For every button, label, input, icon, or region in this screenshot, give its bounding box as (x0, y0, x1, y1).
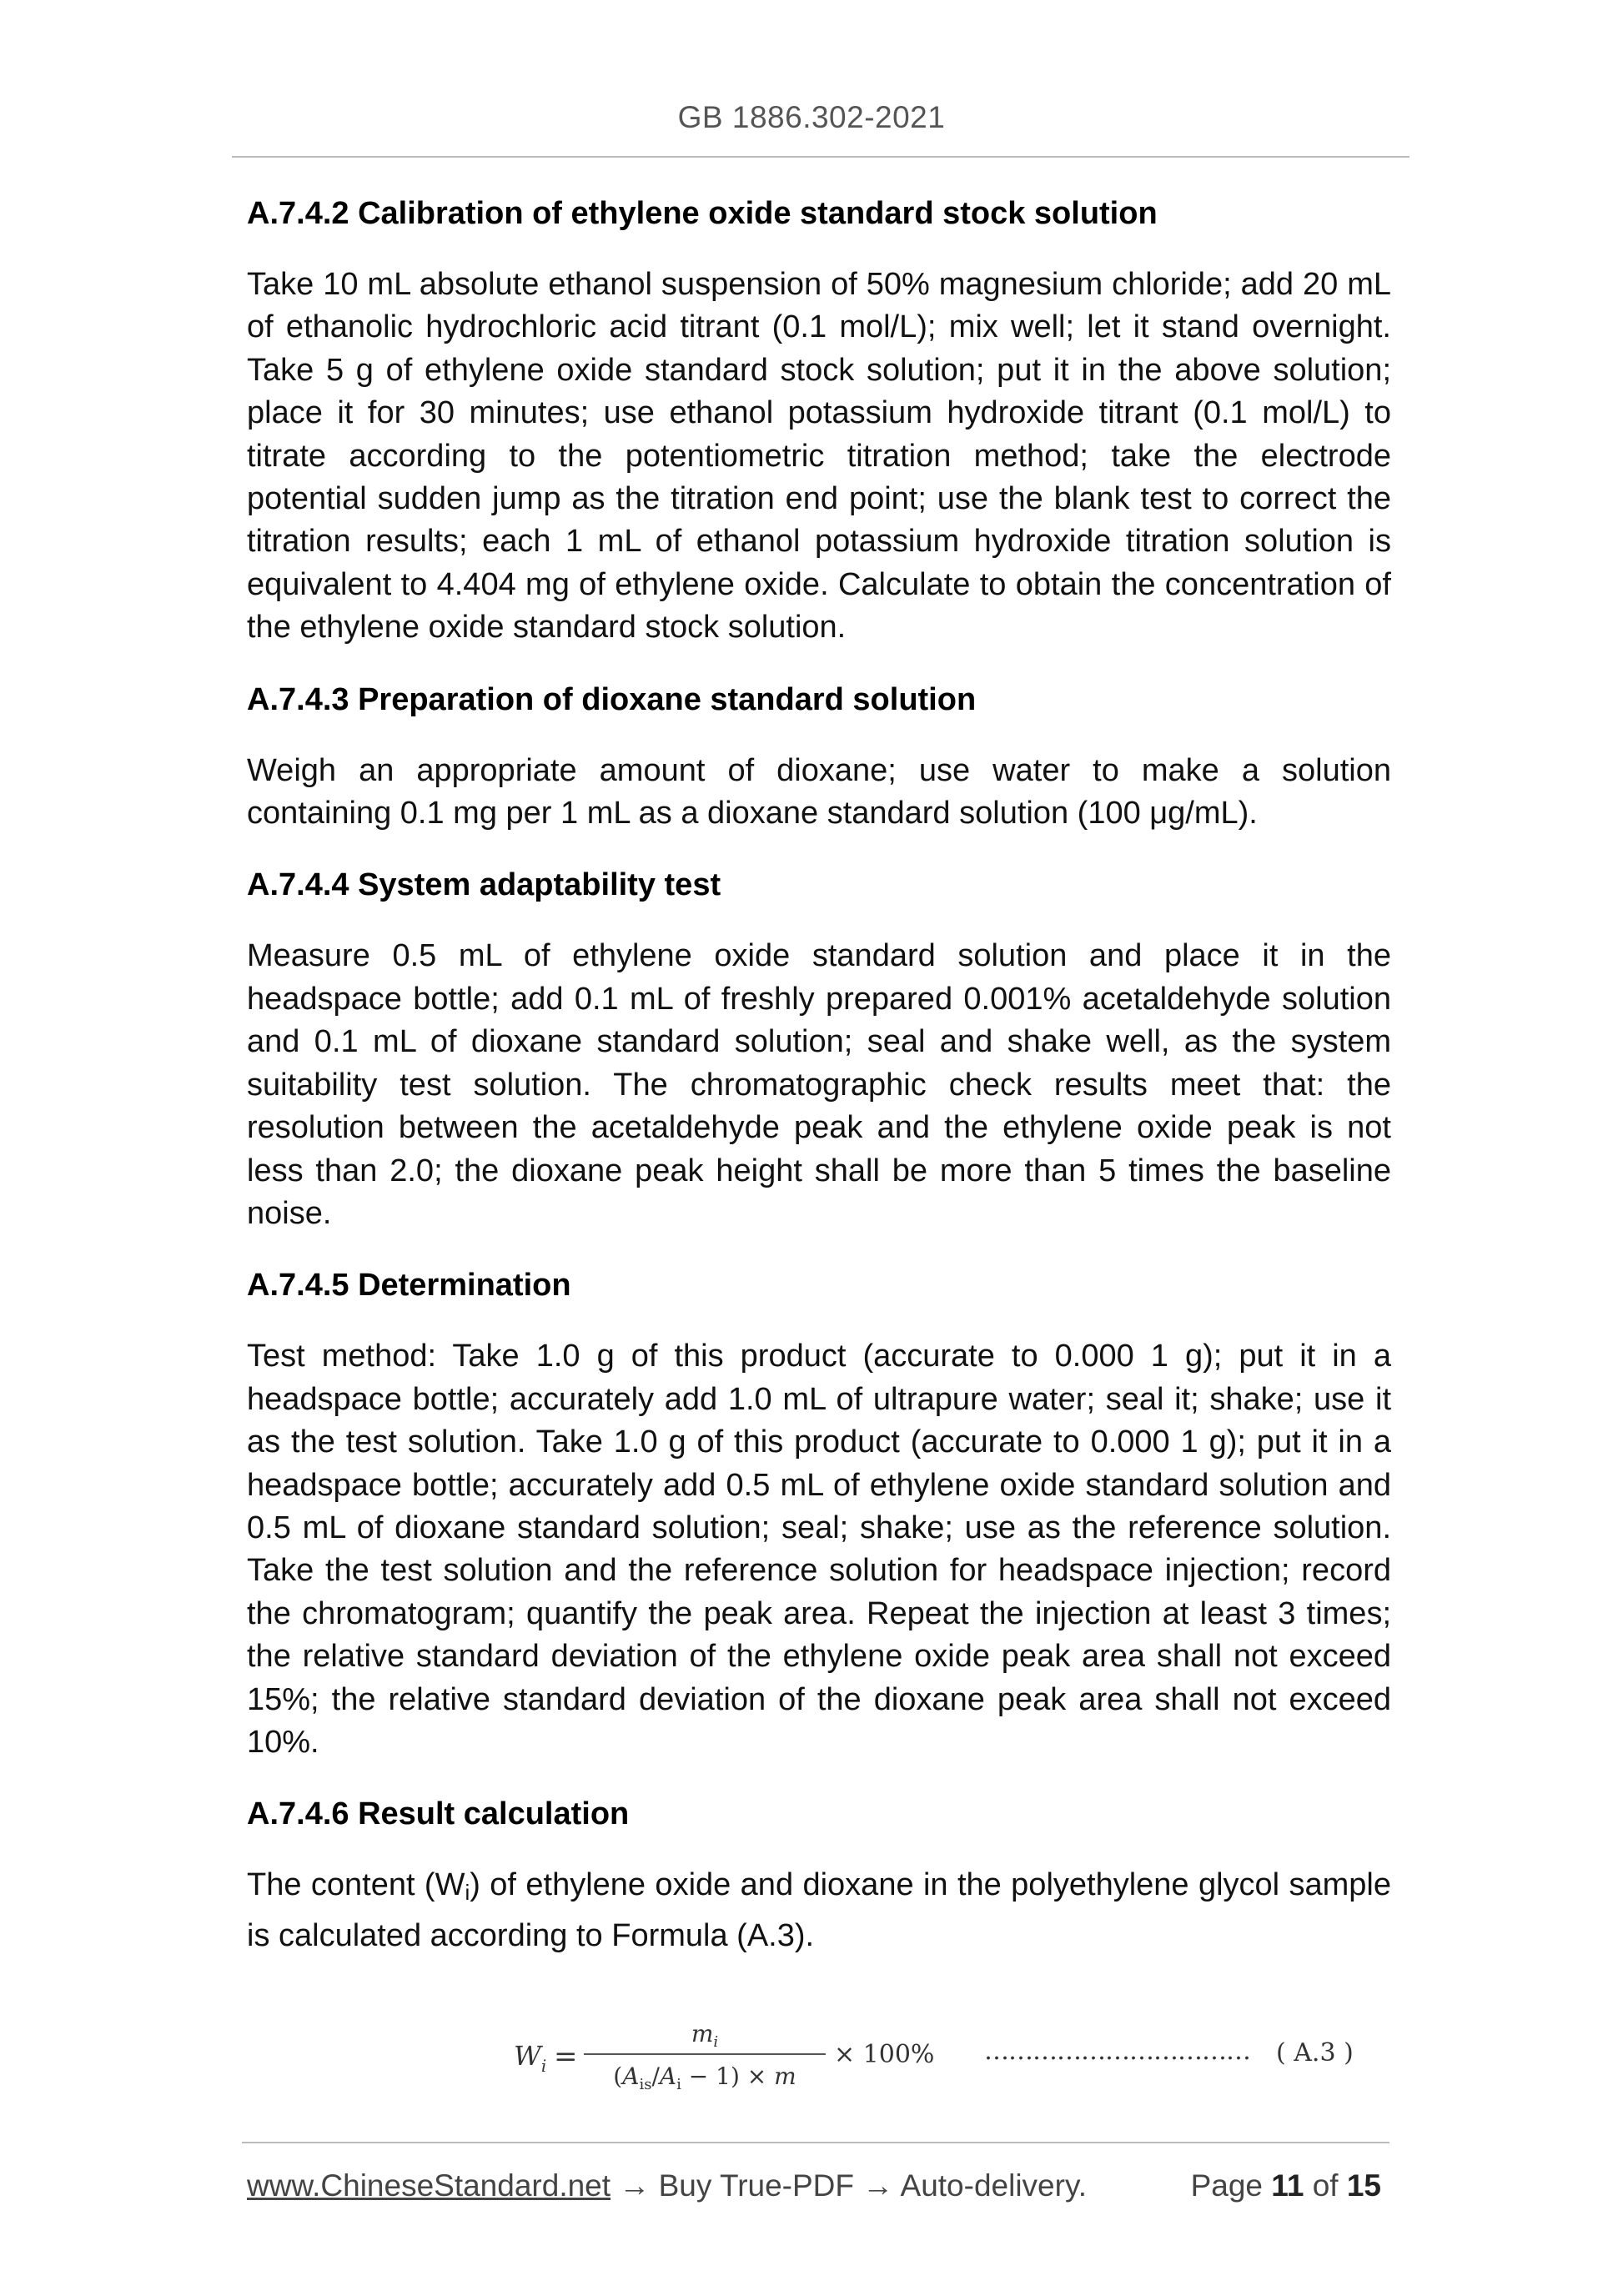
section-text-dioxane-preparation: Weigh an appropriate amount of dioxane; use water to make a solution containing 0.1 mg per 1 mL as a dioxane standard solution (100 μg/mL). (247, 752, 1391, 831)
formula-den-a2-subscript: i (676, 2076, 681, 2093)
page-total: 15 (1346, 2168, 1381, 2203)
footer-promo (247, 2168, 1087, 2203)
formula-fraction (584, 2018, 826, 2093)
formula-label: ( A.3 ) (1276, 2038, 1354, 2067)
section-text-determination: Test method: Take 1.0 g of this product (accurate to 0.000 1 g); put it in a headspace bottle; accurately add 1.0 mL of ultrapure water; seal it; shake; use it as the test solution. Take 1.0 g of this product (accurate to 0.000 1 g); put it in a headspace bottle; accurately add 0.5 mL of ethylene oxide standard solution and 0.5 mL of dioxane standard solution; seal; shake; use as the reference solution. Take the test solution and the reference solution for headspace injection; record the chromatogram; quantify the peak area. Repeat the injection at least 3 times; the relative standard deviation of the ethylene oxide peak area shall not exceed 15%; the relative standard deviation of the dioxane peak area shall not exceed 10%. (247, 1339, 1391, 1760)
formula-numerator-symbol: m (691, 2020, 714, 2047)
formula-numerator (584, 2018, 826, 2050)
section-heading-calibration: A.7.4.2 Calibration of ethylene oxide standard stock solution (247, 196, 1158, 231)
section-heading-system-adaptability: A.7.4.4 System adaptability test (247, 867, 721, 903)
formula-equals: = (554, 2040, 578, 2073)
formula-lhs (514, 2040, 546, 2076)
section-text-system-adaptability: Measure 0.5 mL of ethylene oxide standard solution and place it in the headspace bottle; add 0.1 mL of freshly prepared 0.001% acetaldehyde solution and 0.1 mL of dioxane standard solution; seal and shake well, as the system suitability test solution. The chromatographic check results meet that: the resolution between the acetaldehyde peak and the ethylene oxide peak is not less than 2.0; the dioxane peak height shall be more than 5 times the baseline noise. (247, 938, 1391, 1231)
footer-site-link[interactable]: www.ChineseStandard.net (247, 2168, 611, 2203)
formula-leader-dots: …………………………… (984, 2037, 1250, 2066)
page-current: 11 (1271, 2168, 1304, 2203)
result-text-subscript: i (465, 1880, 470, 1906)
formula-den-open: ( (613, 2062, 623, 2090)
document-code-header: GB 1886.302-2021 (677, 100, 946, 134)
section-heading-dioxane-preparation: A.7.4.3 Preparation of dioxane standard solution (247, 681, 977, 717)
section-text-result-calculation (247, 1864, 1391, 1957)
formula-denominator (584, 2060, 826, 2093)
formula-fraction-bar (584, 2053, 826, 2055)
formula-multiplier: × 100% (834, 2040, 935, 2069)
section-heading-result-calculation: A.7.4.6 Result calculation (247, 1796, 630, 1832)
document-body (247, 192, 1391, 1986)
formula-lhs-symbol: W (514, 2040, 541, 2072)
result-text-before: The content (W (247, 1867, 465, 1903)
formula-lhs-subscript: i (540, 2056, 547, 2076)
page-of-word: of (1312, 2168, 1339, 2203)
result-text-after: ) of ethylene oxide and dioxane in the polyethylene glycol sample is calculated according to Formula (A.3). (247, 1867, 1391, 1953)
formula-den-rest: − 1) × (681, 2062, 775, 2090)
formula-den-a2: A (659, 2062, 677, 2090)
formula-den-a1: A (622, 2062, 640, 2090)
footer-divider (242, 2142, 1389, 2143)
header-divider (232, 156, 1409, 158)
formula-a3 (500, 2018, 1435, 2110)
section-text-calibration: Take 10 mL absolute ethanol suspension of 50% magnesium chloride; add 20 mL of ethanolic hydrochloric acid titrant (0.1 mol/L); mix well; let it stand overnight. Take 5 g of ethylene oxide standard stock solution; put it in the above solution; place it for 30 minutes; use ethanol potassium hydroxide titrant (0.1 mol/L) to titrate according to the potentiometric titration method; take the electrode potential sudden jump as the titration end point; use the blank test to correct the titration results; each 1 mL of ethanol potassium hydroxide titration solution is equivalent to 4.404 mg of ethylene oxide. Calculate to obtain the concentration of the ethylene oxide standard stock solution. (247, 267, 1391, 646)
page-word: Page (1190, 2168, 1264, 2203)
formula-den-a1-subscript: is (639, 2076, 652, 2093)
formula-numerator-subscript: i (713, 2033, 719, 2051)
section-heading-determination: A.7.4.5 Determination (247, 1268, 571, 1304)
formula-den-m: m (774, 2062, 796, 2090)
footer-tagline: → Buy True-PDF → Auto-delivery. (611, 2168, 1087, 2203)
page-number (1191, 2168, 1381, 2203)
formula-den-slash: / (651, 2062, 660, 2090)
